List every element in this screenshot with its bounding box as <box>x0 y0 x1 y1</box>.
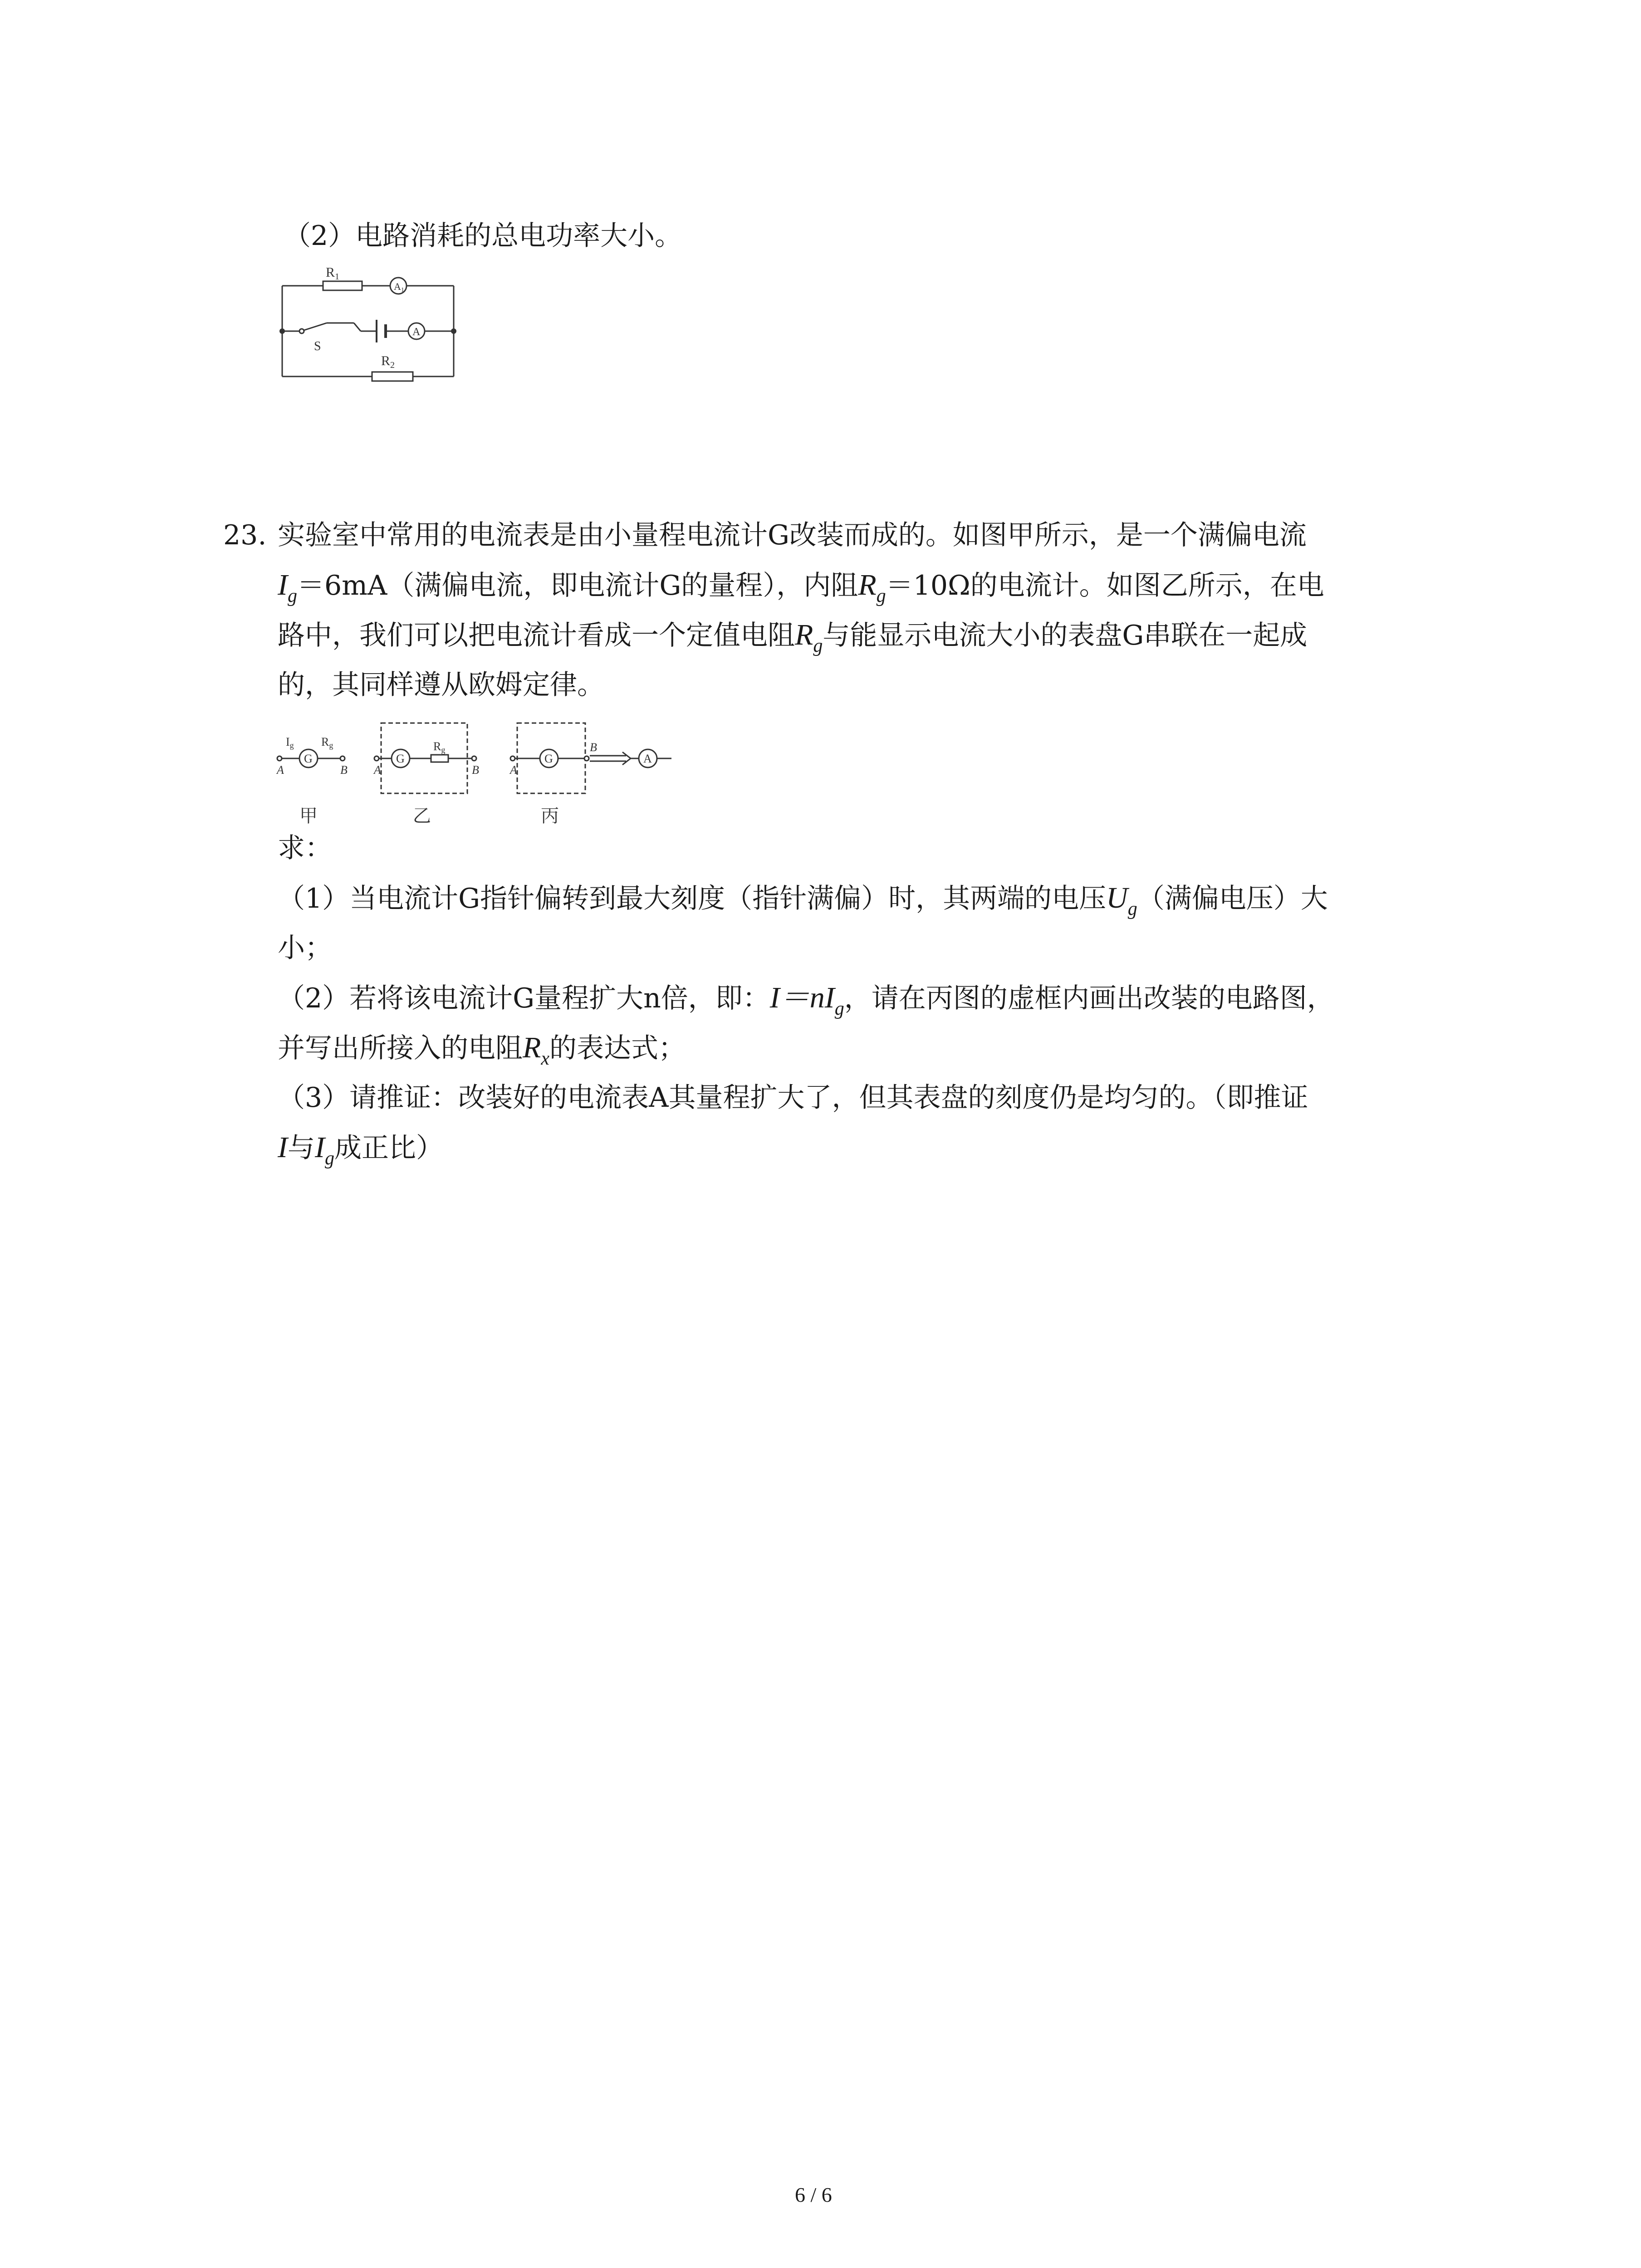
q23-figures <box>272 717 690 835</box>
fig-jia-caption: 甲 <box>299 806 318 826</box>
rx-sub: x <box>541 1048 549 1069</box>
yi-rg-sub: g <box>441 745 446 754</box>
r2-resistor-icon <box>372 372 413 381</box>
switch-label: S <box>314 339 321 353</box>
r1-resistor-icon <box>323 281 362 290</box>
part2-eq-sub: g <box>834 998 844 1019</box>
bing-a-label: A <box>643 752 652 765</box>
bing-a-end: A <box>510 763 517 777</box>
switch-icon <box>304 323 327 330</box>
prev-circuit-diagram <box>272 268 463 386</box>
part3-ig-symbol: I <box>314 1131 325 1164</box>
yi-g-label: G <box>396 752 405 765</box>
r1-sub: 1 <box>335 272 340 282</box>
intro-line3-a: 路中，我们可以把电流计看成一个定值电阻 <box>278 620 795 651</box>
jia-b-end: B <box>340 763 348 777</box>
intro-line2-b: ＝10Ω的电流计。如图乙所示，在电 <box>886 570 1324 601</box>
part2-c: 并写出所接入的电阻 <box>278 1032 523 1064</box>
intro-line2-a: ＝6mA（满偏电流，即电流计G的量程），内阻 <box>297 570 858 601</box>
jia-ig-label: I <box>286 735 290 748</box>
bing-b-end: B <box>590 741 597 754</box>
q23-part3-line1: （3）请推证：改装好的电流表A其量程扩大了，但其表盘的刻度仍是均匀的。（即推证 <box>278 1082 1308 1114</box>
rg-sub-2: g <box>813 635 823 656</box>
a1-label: A <box>394 281 401 292</box>
q23-intro-line2 <box>278 569 1324 612</box>
svg-text:R1 <box>326 268 339 282</box>
jia-ig-sub: g <box>289 741 294 750</box>
q23-intro-line4: 的，其同样遵从欧姆定律。 <box>278 669 604 701</box>
a1-sub: 1 <box>401 287 404 293</box>
page-number: 6 / 6 <box>795 2183 832 2206</box>
ug-sub: g <box>1127 899 1137 919</box>
q23-part1-line2: 小； <box>278 932 332 964</box>
part2-a: （2）若将该电流计G量程扩大n倍，即： <box>278 982 770 1014</box>
rg-symbol: R <box>858 568 877 601</box>
jia-a-end: A <box>277 763 284 777</box>
q23-intro-line3 <box>278 619 1307 662</box>
jia-rg-label: R <box>321 735 329 748</box>
jia-g-label: G <box>304 752 313 765</box>
part3-b: 与 <box>287 1132 315 1164</box>
rx-symbol: R <box>523 1031 541 1064</box>
part1-b: （满偏电压）大 <box>1137 883 1328 914</box>
part2-d: 的表达式； <box>549 1032 686 1064</box>
part3-ig-sub: g <box>324 1148 334 1169</box>
rg-symbol-2: R <box>795 618 813 651</box>
q23-part2-line2 <box>278 1032 686 1075</box>
part2-b: ，请在丙图的虚框内画出改装的电路图， <box>844 982 1334 1014</box>
jia-rg-sub: g <box>329 741 333 750</box>
part3-i: I <box>278 1131 288 1164</box>
bing-g-label: G <box>544 752 553 765</box>
q23-number: 23. <box>223 519 267 551</box>
r2-label: R <box>381 353 391 368</box>
a-label: A <box>412 326 421 338</box>
fig-bing-caption: 丙 <box>541 806 559 826</box>
q23-part1-line1 <box>278 882 1328 925</box>
q23-ask: 求： <box>278 832 332 864</box>
svg-text:R2 <box>381 353 395 370</box>
yi-rg-label: R <box>433 740 441 753</box>
svg-text:Rg <box>321 735 333 750</box>
intro-line3-b: 与能显示电流大小的表盘G串联在一起成 <box>823 620 1308 651</box>
r2-sub: 2 <box>390 360 395 370</box>
fig-yi-caption: 乙 <box>413 806 431 826</box>
q23-part3-line2 <box>278 1132 443 1174</box>
ig-sub: g <box>287 586 297 606</box>
yi-b-end: B <box>472 763 479 777</box>
prev-part2-text: （2）电路消耗的总电功率大小。 <box>284 220 682 252</box>
q23-part2-line1 <box>278 982 1334 1025</box>
yi-a-end: A <box>374 763 381 777</box>
rg-sub: g <box>876 586 886 606</box>
part2-equation: I＝nI <box>769 981 835 1014</box>
part3-c: 成正比） <box>334 1132 443 1164</box>
q23-intro-line1: 实验室中常用的电流表是由小量程电流计G改装而成的。如图甲所示，是一个满偏电流 <box>278 519 1307 551</box>
svg-text:Ig <box>286 735 294 750</box>
part1-a: （1）当电流计G指针偏转到最大刻度（指针满偏）时，其两端的电压 <box>278 883 1107 914</box>
svg-text:Rg <box>433 740 445 754</box>
ig-symbol: I <box>278 568 288 601</box>
ug-symbol: U <box>1106 881 1128 914</box>
yi-rg-resistor-icon <box>431 755 448 762</box>
r1-label: R <box>326 268 335 280</box>
